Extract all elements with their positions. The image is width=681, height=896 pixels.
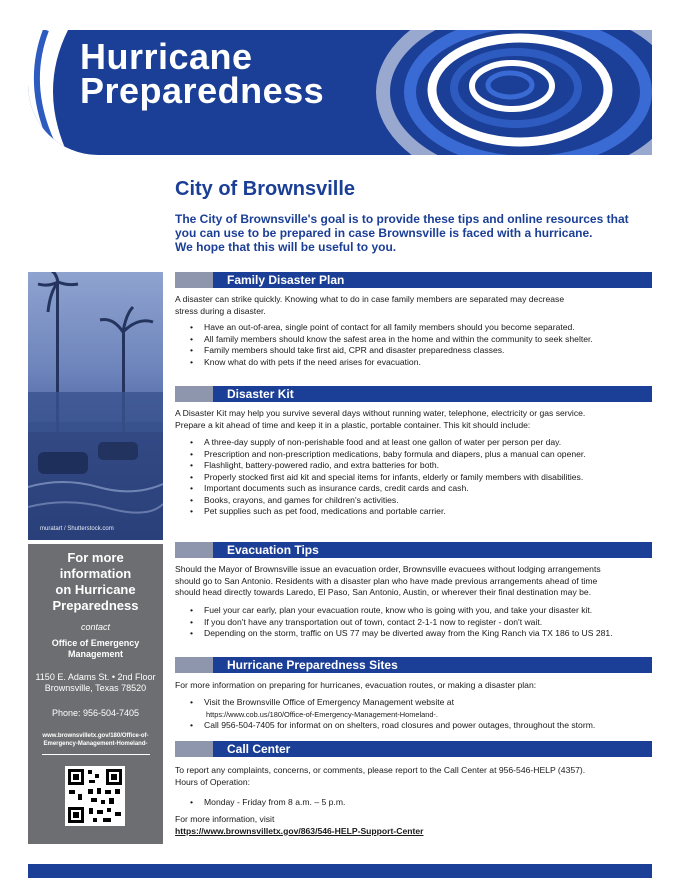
section-title: Evacuation Tips [227,543,319,557]
call-center-text [175,765,645,788]
section-header-accent [175,272,213,288]
paragraph-line: A disaster can strike quickly. Knowing what to do in case family members are separated may decrease [175,294,565,304]
list-item: • Call 956-504-7405 for informat on on shelters, road closures and power outages, throughout the storm. [190,720,650,732]
paragraph-line: Hours of Operation: [175,776,250,787]
list-item: • Properly stocked first aid kit and special items for infants, elderly or family members with disabilities. [190,472,650,484]
paragraph-line: should go to San Antonio. Residents with a disaster plan who have made previous arrangements ahead of time [175,575,598,586]
office-name-line: Office of Emergency [51,638,140,648]
sidebar [28,272,163,844]
section-title: Hurricane Preparedness Sites [227,658,398,672]
section-header-accent [175,657,213,673]
evacuation-text [175,564,645,599]
paragraph-line: To report any complaints, concerns, or comments, please report to the Call Center at 956-546-HELP (4357). [175,765,586,775]
paragraph-line: Prepare a kit ahead of time and keep it in a plastic, portable container. This kit should include: [175,419,531,430]
office-phone: Phone: 956-504-7405 [51,708,140,718]
address-line: Brownsville, Texas 78520 [44,683,147,693]
office-name [28,638,163,660]
office-url-line[interactable]: www.brownsvilletx.gov/180/Office-of- [42,733,149,739]
support-center-link[interactable]: https://www.brownsvilletx.gov/863/546-HELP-Support-Center [175,825,424,836]
section-title: Disaster Kit [227,387,294,401]
qr-code-icon[interactable] [65,766,125,826]
call-center-list [190,797,650,809]
paragraph-line [175,814,645,837]
list-item: • Have an out-of-area, single point of contact for all family members should you become separated. [190,322,650,334]
list-item: • Know what do with pets if the need arises for evacuation. [190,357,650,369]
evacuation-list [190,605,650,640]
page-title: City of Brownsville [175,178,356,200]
list-item: • If you don't have any transportation out of town, contact 2-1-1 now to register - don't wait. [190,617,650,629]
address-line: 1150 E. Adams St. • 2nd Floor [35,672,156,682]
title-banner [28,30,652,155]
paragraph-line: A Disaster Kit may help you survive several days without running water, telephone, electricity or gas service. [175,408,586,418]
list-item: • Books, crayons, and games for children's activities. [190,495,650,507]
sites-list [190,697,650,732]
flooded-street-photo [28,272,163,540]
intro-line: you can use to be prepared in case Brownsville is faced with a hurricane. [175,226,593,240]
call-center-more-info [175,814,645,837]
list-item: • Important documents such as insurance cards, credit cards and cash. [190,483,650,495]
contact-info-box [28,544,163,844]
info-heading [28,550,163,614]
paragraph-line: Should the Mayor of Brownsville issue an evacuation order, Brownsville evacuees without lodging arrangements [175,564,601,574]
sites-text [175,680,645,692]
section-title: Family Disaster Plan [227,273,345,287]
contact-label: contact [80,622,111,632]
more-info-prefix: For more information, visit [175,814,275,824]
flooded-street-illustration [28,272,163,540]
office-name-line: Management [67,649,123,659]
office-url[interactable] [28,732,163,748]
banner-title-line1: Hurricane [80,36,253,77]
info-heading-line: on Hurricane [55,582,136,597]
list-item: • Fuel your car early, plan your evacuation route, know who is going with you, and take your disaster kit. [190,605,650,617]
section-header-disaster-kit [175,386,652,402]
section-header-family-plan [175,272,652,288]
banner-title-line2: Preparedness [80,70,325,111]
list-item: • Pet supplies such as pet food, medications and portable carrier. [190,506,650,518]
photo-credit: muratart / Shutterstock.com [40,526,114,532]
footer-bar [28,864,652,878]
paragraph-line: For more information on preparing for hurricanes, evacuation routes, or making a disaster plan: [175,680,537,690]
section-header-evacuation [175,542,652,558]
intro-line: We hope that this will be useful to you. [175,240,397,254]
info-heading-line: information [59,566,132,581]
section-header-accent [175,741,213,757]
intro-line: The City of Brownsville's goal is to provide these tips and online resources that [175,212,629,226]
section-header-accent [175,386,213,402]
banner-title [80,36,325,111]
list-item [190,697,650,720]
divider [42,754,150,755]
oem-website-link[interactable]: https://www.cob.us/180/Office-of-Emergency-Management-Homeland-. [206,709,438,719]
section-title: Call Center [227,742,291,756]
list-item: • All family members should know the safest area in the home and within the community to seek shelter. [190,334,650,346]
intro-text [175,212,645,254]
office-url-line[interactable]: Emergency-Management-Homeland- [43,741,148,747]
family-plan-list [190,322,650,368]
paragraph-line: should head directly towards Laredo, El Paso, San Antonio, Austin, or wherever their final destination may be. [175,587,592,597]
paragraph-line: stress during a disaster. [175,305,266,316]
list-item: • Monday - Friday from 8 a.m. – 5 p.m. [190,797,650,809]
list-item: • Family members should take first aid, CPR and disaster preparedness classes. [190,345,650,357]
info-heading-line: For more [67,550,124,565]
info-heading-line: Preparedness [52,598,139,613]
disaster-kit-text [175,408,645,431]
disaster-kit-list [190,437,650,518]
list-item: • Flashlight, battery-powered radio, and extra batteries for both. [190,460,650,472]
section-header-accent [175,542,213,558]
section-header-sites [175,657,652,673]
list-item: • Depending on the storm, traffic on US 77 may be diverted away from the King Ranch via TX 186 to US 281. [190,628,650,640]
office-address [28,672,163,694]
list-item: • Prescription and non-prescription medications, baby formula and diapers, plus a manual can opener. [190,449,650,461]
section-header-call-center [175,741,652,757]
family-plan-text [175,294,645,317]
list-item: • A three-day supply of non-perishable food and at least one gallon of water per person per day. [190,437,650,449]
list-item-text: Visit the Brownsville Office of Emergency Management website at [204,697,454,707]
